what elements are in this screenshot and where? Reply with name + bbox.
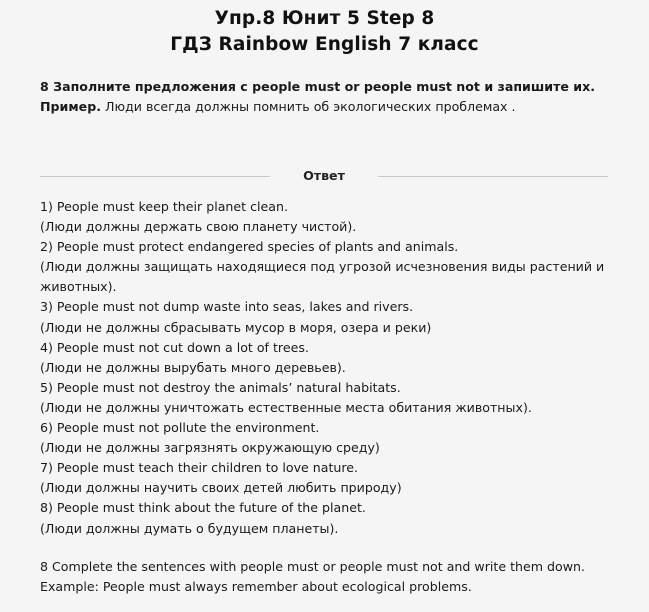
answer-line: (Люди должны защищать находящиеся под угрозой исчезновения виды растений и животных). <box>40 259 605 295</box>
english-task <box>40 557 630 597</box>
answer-list <box>40 197 625 539</box>
page-title: Упр.8 Юнит 5 Step 8 <box>214 8 435 29</box>
example-label: Пример. <box>40 99 102 114</box>
answer-line: (Люди должны держать свою планету чистой). <box>40 219 357 235</box>
example-text: Люди всегда должны помнить об экологических проблемах . <box>101 99 516 114</box>
divider-left <box>40 176 270 177</box>
answer-line: (Люди не должны вырубать много деревьев). <box>40 359 346 375</box>
divider-right <box>378 176 608 177</box>
page-subtitle: ГДЗ Rainbow English 7 класс <box>170 34 479 55</box>
answer-line: (Люди должны научить своих детей любить природу) <box>40 480 402 496</box>
task-instruction: 8 Заполните предложения с people must or people must not и запишите их. <box>40 79 596 94</box>
english-instruction: 8 Complete the sentences with people must or people must not and write them down. <box>40 559 585 574</box>
answer-line: (Люди не должны загрязнять окружающую среду) <box>40 440 380 456</box>
answer-line: (Люди не должны уничтожать естественные места обитания животных). <box>40 399 532 415</box>
answer-heading: Ответ <box>303 168 345 183</box>
answer-line: 1) People must keep their planet clean. <box>40 199 288 214</box>
english-example: Example: People must always remember about ecological problems. <box>40 579 472 594</box>
answer-line: (Люди не должны сбрасывать мусор в моря, озера и реки) <box>40 319 432 335</box>
answer-line: 3) People must not dump waste into seas, lakes and rivers. <box>40 299 414 315</box>
task-block <box>40 77 620 117</box>
answer-line: 7) People must teach their children to love nature. <box>40 460 359 476</box>
answer-line: 6) People must not pollute the environment. <box>40 420 320 436</box>
answer-line: 2) People must protect endangered species of plants and animals. <box>40 239 459 255</box>
answer-line: 8) People must think about the future of the planet. <box>40 500 366 516</box>
answer-line: (Люди должны думать о будущем планеты). <box>40 520 339 536</box>
answer-line: 5) People must not destroy the animals’ natural habitats. <box>40 379 401 395</box>
answer-line: 4) People must not cut down a lot of trees. <box>40 339 309 355</box>
task-example <box>40 97 620 117</box>
